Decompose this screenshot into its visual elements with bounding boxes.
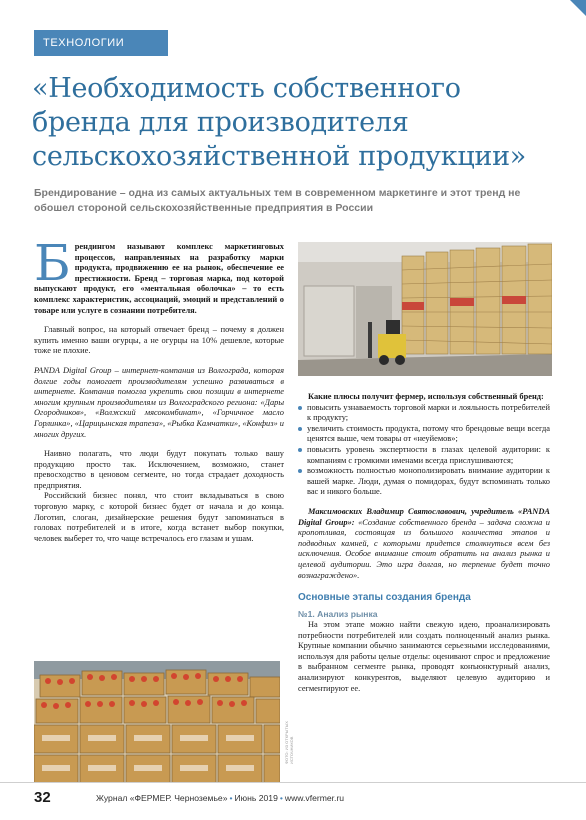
intro-block [34,234,284,316]
right-column [298,392,550,694]
journal-name: Журнал «ФЕРМЕР. Черноземье» [96,793,228,803]
dropcap-letter: Б [34,234,71,292]
quote-text: «Создание собственного бренда – задача сложна и кропотливая, состоящая из большого количества этапов и подводных камней, с которыми придется столкнуться всем без исключения. Особое внимание стоит обратить на анализ рынка и целевой аудитории. Это игра долгая, но терпение будет точно вознаграждено». [298,517,550,580]
bullet-icon [298,427,302,431]
paragraph-naive: Наивно полагать, что люди будут покупать только вашу продукцию просто так. Исключением, возможно, станет превосходство в ценовом сегменте, но тогда страдает доходность предприятия. [34,449,284,490]
photo-credit: ФОТО: ИЗ ОТКРЫТЫХ ИСТОЧНИКОВ [284,721,294,764]
photo-warehouse [298,242,552,376]
list-item: возможность полностью монополизировать внимание аудитории к вашей марке. Люди, думая о помидорах, будут вспоминать только вас и никого больше. [298,466,550,498]
paragraph-russian-business: Российский бизнес понял, что стоит вкладываться в свою торговую марку, с которой бизнес будет от начала и до конца. Логотип, слоган, дизайнерские решения будут запоминаться в головах потребителей и в итоге, когда встанет выбор покупки, человек выберет то, что чаще встречалось его глазам и ушам. [34,491,284,543]
issue-date: Июнь 2019 [234,793,278,803]
page-number: 32 [34,789,51,806]
footer-divider [0,782,586,783]
expert-quote [298,507,550,581]
corner-fold-decoration [570,0,586,16]
list-item: увеличить стоимость продукта, потому что брендовые вещи всегда ценятся выше, чем товары от «неуйемов»; [298,424,550,445]
intro-paragraph: рендингом называют комплекс маркетинговых процессов, направленных на разработку марки продукта, продвижению ее на рынок, обеспечение ее престижности. Бренд – торговая марка, под которой выпускают продукт, его «ментальная оболочка» – то есть комплекс характеристик, ассоциаций, эмоций и представлений о товаре или услуге в сознании потребителя. [34,242,284,315]
bullet-icon [298,448,302,452]
stage-1-text: На этом этапе можно найти свежую идею, проанализировать потребности потребителей или создать полноценный анализ рынка. Крупные компании обычно занимаются серьезными исследованиями, используя для работы целые отделы: оценивают спрос и предложение в выбранном сегменте рынка, проводят конъюнктурный анализ, анализируют конкурентов, выделяют целевую аудиторию и сегментируют ее. [298,620,550,693]
list-item: повысить уровень экспертности в глазах целевой аудитории: к компаниям с громкими именами всегда прислушиваются; [298,445,550,466]
left-column [34,234,284,544]
footer-separator-icon: • [279,793,283,803]
paragraph-main-question: Главный вопрос, на который отвечает бренд – почему я должен купить именно ваши огурцы, а не огурцы на 10% дешевле, которые тоже не плохие. [34,325,284,356]
photo-tomato-crates [34,661,280,783]
tomato-crates-illustration [34,661,280,783]
benefits-list [298,403,550,498]
stage-1-heading: №1. Анализ рынка [298,609,378,620]
footer-separator-icon: • [229,793,233,803]
footer-text [96,793,344,803]
bullet-icon [298,469,302,473]
section-label: ТЕХНОЛОГИИ [34,30,168,56]
stages-heading: Основные этапы создания бренда [298,592,471,604]
benefits-question: Какие плюсы получит фермер, используя собственный бренд: [308,392,544,401]
site-link[interactable]: www.vfermer.ru [284,793,345,803]
list-item: повысить узнаваемость торговой марки и лояльность потребителей к продукту; [298,403,550,424]
warehouse-illustration [298,242,552,376]
company-note: PANDA Digital Group – интернет-компания из Волгограда, которая долгие годы помогает производителям успешно развиваться в интернете. Компания помогла укрепить свои позиции в интернете многим крупным производителям из Волгоградского региона: «Дары Огородников», «Волжский мясокомбинат», «Горчичное масло Горлинка», «Царицынская трапеза», «Рыбка Камчатки», «Конфиз» и многих других. [34,365,284,439]
page-title: «Необходимость собственного бренда для производителя сельскохозяйственной продукции» [32,73,526,172]
quote-author: Максимовских Владимир Святославович, учредитель «PANDA Digital Group»: [298,506,550,527]
bullet-icon [298,406,302,410]
lead-paragraph: Брендирование – одна из самых актуальных тем в современном маркетинге и этот тренд не обошел стороной сельскохозяйственные предприятия в России [34,187,521,214]
